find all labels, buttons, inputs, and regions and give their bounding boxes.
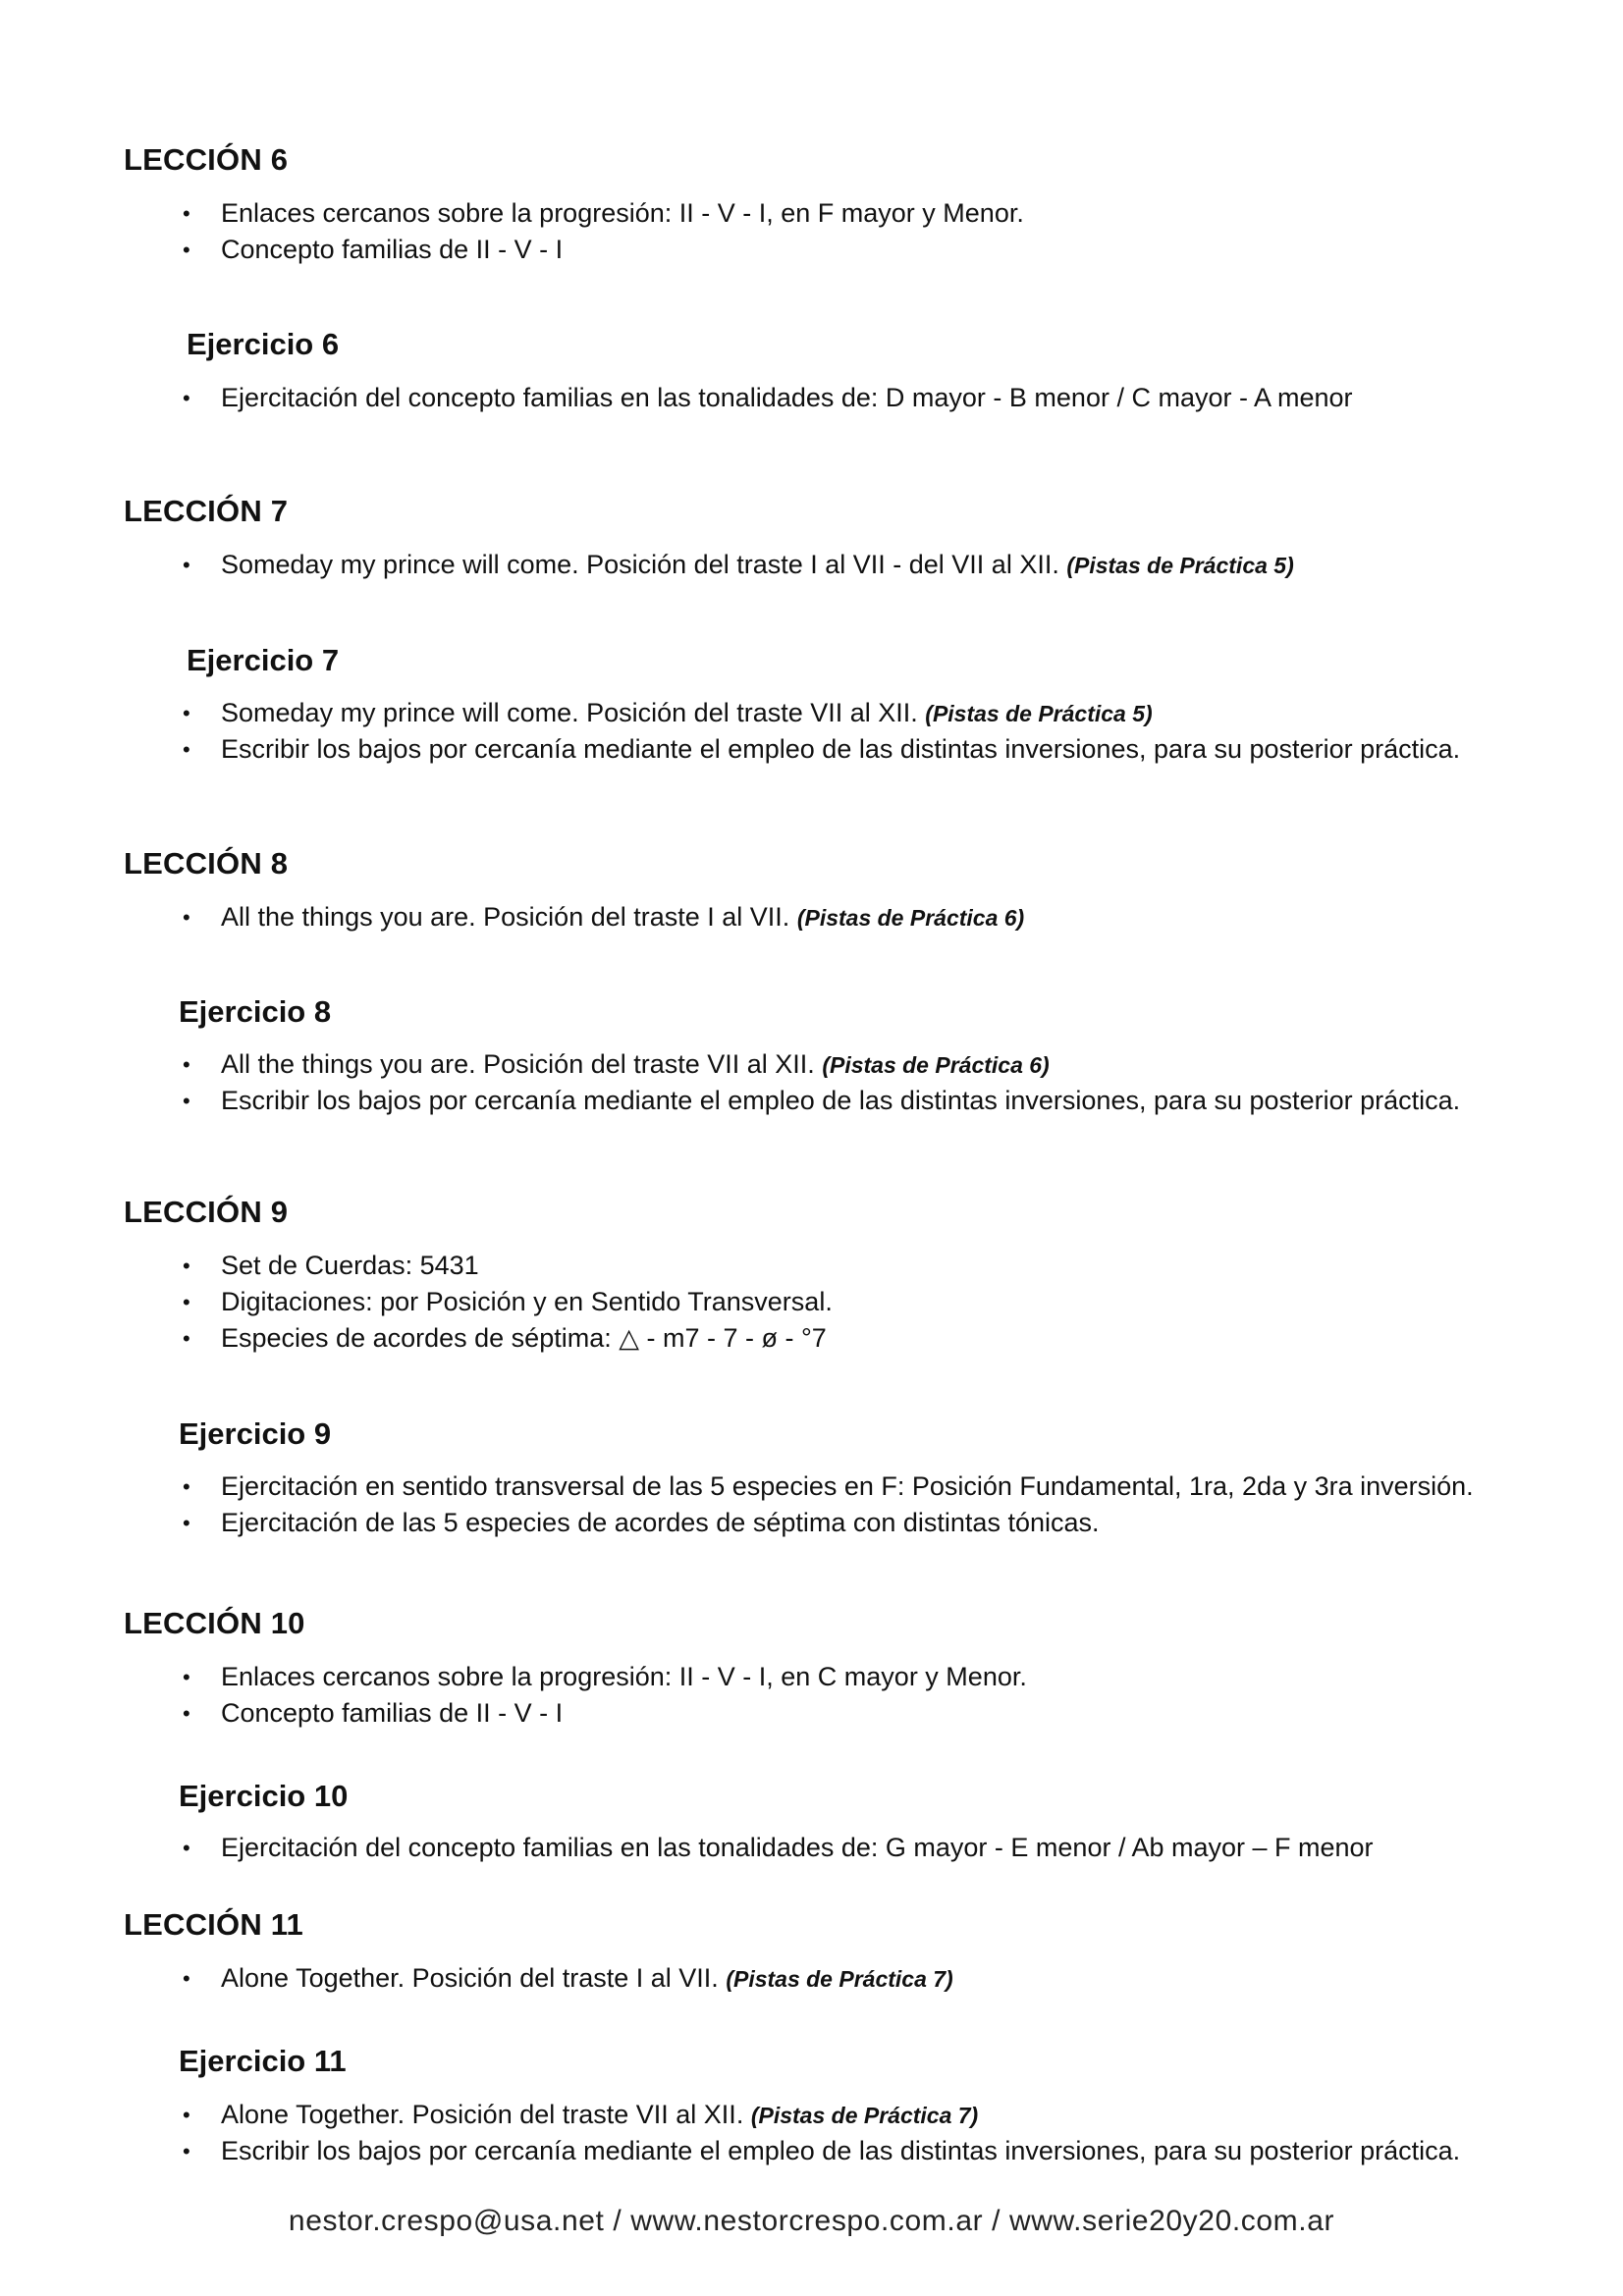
exercise-9-list (0, 1468, 1474, 1541)
list-item (0, 1960, 953, 1997)
bullet-icon: • (183, 1089, 190, 1113)
bullet-icon: • (183, 737, 190, 762)
exercise-8-list (0, 1046, 1460, 1119)
list-item-text: Concepto familias de II - V - I (221, 235, 564, 264)
lesson-7-list (0, 547, 1294, 583)
list-item (0, 380, 1353, 416)
bullet-icon: • (183, 238, 190, 262)
bullet-icon: • (183, 1701, 190, 1726)
list-item-text: Digitaciones: por Posición y en Sentido Transversal. (221, 1287, 833, 1316)
bullet-icon: • (183, 1474, 190, 1499)
list-item (0, 2097, 1460, 2133)
bullet-icon: • (183, 1665, 190, 1689)
bullet-icon: • (183, 201, 190, 226)
exercise-10-list (0, 1830, 1374, 1866)
list-item-text: Set de Cuerdas: 5431 (221, 1251, 479, 1280)
practice-track-note: (Pistas de Práctica 7) (726, 1966, 953, 1992)
list-item (0, 232, 1024, 268)
practice-track-note: (Pistas de Práctica 6) (822, 1052, 1050, 1078)
lesson-10-list (0, 1659, 1027, 1732)
lesson-10-heading: LECCIÓN 10 (124, 1606, 305, 1640)
bullet-icon: • (183, 701, 190, 725)
exercise-7-heading: Ejercicio 7 (187, 643, 340, 677)
list-item (0, 1505, 1474, 1541)
list-item-text: Someday my prince will come. Posición del traste I al VII - del VII al XII. (221, 550, 1067, 579)
list-item-text: Especies de acordes de séptima: △ - m7 - 7 - ø - °7 (221, 1323, 827, 1353)
exercise-11-heading: Ejercicio 11 (179, 2044, 347, 2078)
bullet-icon: • (183, 1326, 190, 1351)
list-item-text: Enlaces cercanos sobre la progresión: II - V - I, en F mayor y Menor. (221, 198, 1024, 228)
bullet-icon: • (183, 1254, 190, 1278)
list-item (0, 2133, 1460, 2169)
list-item-text: Ejercitación del concepto familias en las tonalidades de: G mayor - E menor / Ab mayor – F menor (221, 1833, 1374, 1862)
exercise-10-heading: Ejercicio 10 (179, 1779, 349, 1813)
bullet-icon: • (183, 553, 190, 577)
list-item-text: Ejercitación del concepto familias en las tonalidades de: D mayor - B menor / C mayor - A menor (221, 383, 1353, 412)
bullet-icon: • (183, 2103, 190, 2127)
lesson-6-heading: LECCIÓN 6 (124, 142, 289, 177)
bullet-icon: • (183, 2139, 190, 2163)
list-item-text: Ejercitación de las 5 especies de acordes de séptima con distintas tónicas. (221, 1508, 1100, 1537)
list-item (0, 1284, 833, 1320)
list-item (0, 1659, 1027, 1695)
practice-track-note: (Pistas de Práctica 5) (925, 701, 1153, 726)
lesson-6-list (0, 195, 1024, 268)
exercise-11-list (0, 2097, 1460, 2169)
list-item-text: Enlaces cercanos sobre la progresión: II - V - I, en C mayor y Menor. (221, 1662, 1027, 1691)
list-item (0, 695, 1460, 731)
list-item (0, 1830, 1374, 1866)
exercise-8-heading: Ejercicio 8 (179, 994, 332, 1029)
bullet-icon: • (183, 1290, 190, 1314)
practice-track-note: (Pistas de Práctica 5) (1066, 553, 1294, 578)
list-item-text: Alone Together. Posición del traste VII al XII. (221, 2100, 751, 2129)
list-item (0, 1083, 1460, 1119)
lesson-11-heading: LECCIÓN 11 (124, 1907, 303, 1942)
list-item (0, 1695, 1027, 1732)
exercise-6-heading: Ejercicio 6 (187, 327, 340, 361)
practice-track-note: (Pistas de Práctica 7) (750, 2103, 979, 2128)
lesson-9-list (0, 1248, 833, 1357)
exercise-6-list (0, 380, 1353, 416)
list-item-text: Escribir los bajos por cercanía mediante el empleo de las distintas inversiones, para su posterior práctica. (221, 2136, 1461, 2165)
lesson-9-heading: LECCIÓN 9 (124, 1195, 289, 1229)
exercise-7-list (0, 695, 1460, 768)
lesson-8-list (0, 899, 1024, 935)
list-item (0, 195, 1024, 232)
bullet-icon: • (183, 1052, 190, 1077)
list-item-text: Escribir los bajos por cercanía mediante el empleo de las distintas inversiones, para su posterior práctica. (221, 1086, 1461, 1115)
list-item (0, 731, 1460, 768)
list-item-text: All the things you are. Posición del traste I al VII. (221, 902, 797, 932)
list-item-text: Ejercitación en sentido transversal de las 5 especies en F: Posición Fundamental, 1ra, 2da y 3ra inversión. (221, 1471, 1474, 1501)
list-item-text: All the things you are. Posición del traste VII al XII. (221, 1049, 823, 1079)
list-item-text: Someday my prince will come. Posición del traste VII al XII. (221, 698, 926, 727)
list-item (0, 1248, 833, 1284)
lesson-11-list (0, 1960, 953, 1997)
bullet-icon: • (183, 1836, 190, 1860)
exercise-9-heading: Ejercicio 9 (179, 1416, 332, 1451)
lesson-7-heading: LECCIÓN 7 (124, 494, 289, 528)
list-item-text: Alone Together. Posición del traste I al VII. (221, 1963, 727, 1993)
list-item (0, 899, 1024, 935)
bullet-icon: • (183, 1966, 190, 1991)
list-item-text: Concepto familias de II - V - I (221, 1698, 564, 1728)
bullet-icon: • (183, 1511, 190, 1535)
bullet-icon: • (183, 905, 190, 930)
list-item (0, 1046, 1460, 1083)
footer-contact-links[interactable]: nestor.crespo@usa.net / www.nestorcrespo.com.ar / www.serie20y20.com.ar (288, 2205, 1335, 2237)
list-item-text: Escribir los bajos por cercanía mediante el empleo de las distintas inversiones, para su posterior práctica. (221, 734, 1461, 764)
list-item (0, 1320, 833, 1357)
list-item (0, 1468, 1474, 1505)
practice-track-note: (Pistas de Práctica 6) (796, 905, 1025, 931)
bullet-icon: • (183, 386, 190, 410)
lesson-8-heading: LECCIÓN 8 (124, 846, 289, 881)
list-item (0, 547, 1294, 583)
